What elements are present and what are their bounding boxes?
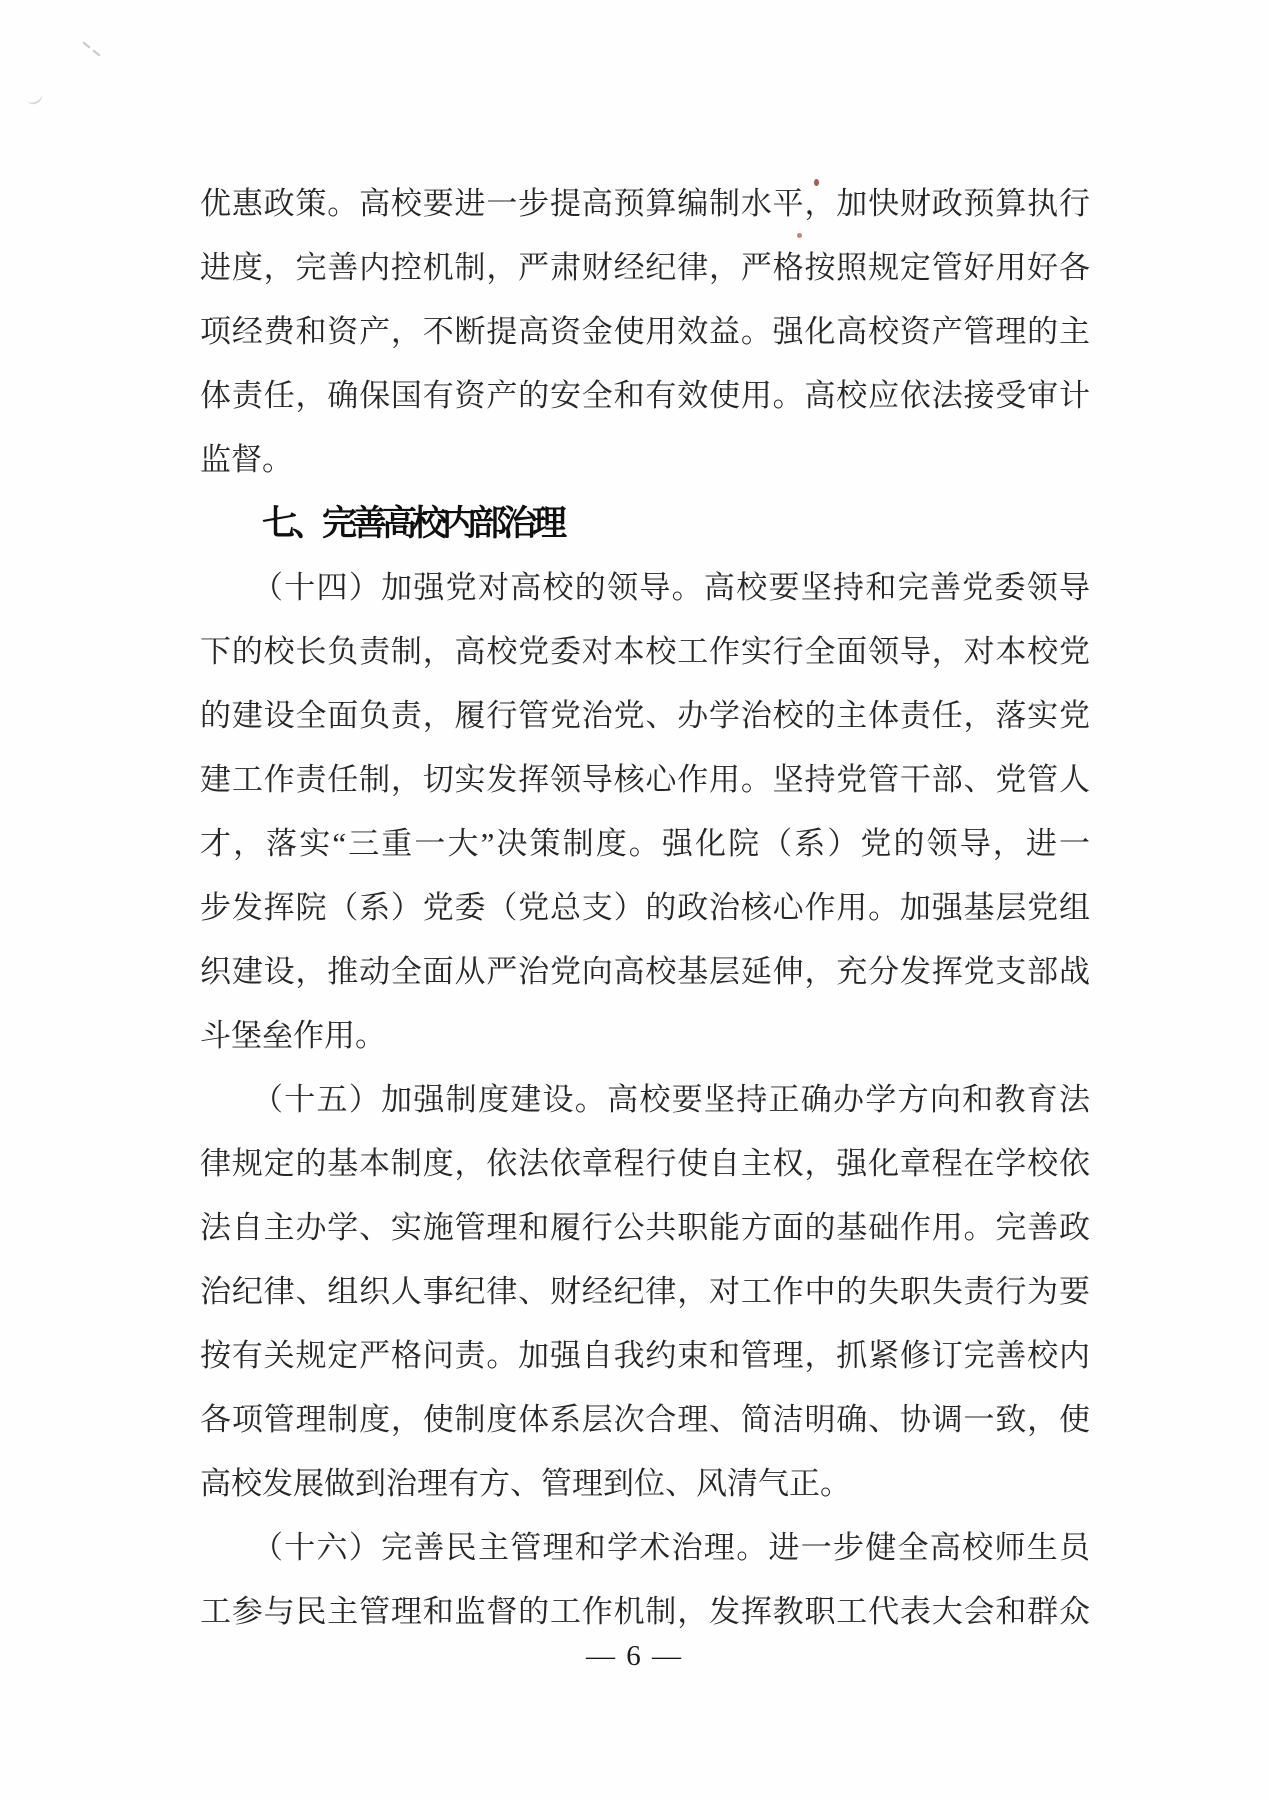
text-line: 步发挥院（系）党委（党总支）的政治核心作用。加强基层党组 bbox=[200, 890, 1090, 925]
text-line: 法自主办学、实施管理和履行公共职能方面的基础作用。完善政 bbox=[200, 1210, 1090, 1245]
text-line: 进度，完善内控机制，严肃财经纪律，严格按照规定管好用好各 bbox=[200, 250, 1090, 285]
text-line: （十六）完善民主管理和学术治理。进一步健全高校师生员 bbox=[252, 1530, 1090, 1565]
text-line: 体责任，确保国有资产的安全和有效使用。高校应依法接受审计 bbox=[200, 378, 1090, 413]
text-line: 的建设全面负责，履行管党治党、办学治校的主体责任，落实党 bbox=[200, 698, 1090, 733]
text-line: 高校发展做到治理有方、管理到位、风清气正。 bbox=[200, 1466, 851, 1501]
text-line: 治纪律、组织人事纪律、财经纪律，对工作中的失职失责行为要 bbox=[200, 1274, 1090, 1309]
section-heading: 七、完善高校内部治理 bbox=[262, 504, 563, 543]
text-line: 监督。 bbox=[200, 442, 293, 477]
text-line: 各项管理制度，使制度体系层次合理、简洁明确、协调一致，使 bbox=[200, 1402, 1090, 1437]
text-line: 优惠政策。高校要进一步提高预算编制水平，加快财政预算执行 bbox=[200, 186, 1090, 221]
scan-artifact-mark bbox=[92, 49, 100, 56]
text-line: 按有关规定严格问责。加强自我约束和管理，抓紧修订完善校内 bbox=[200, 1338, 1090, 1373]
text-line: 斗堡垒作用。 bbox=[200, 1018, 386, 1053]
text-line: （十五）加强制度建设。高校要坚持正确办学方向和教育法 bbox=[252, 1082, 1090, 1117]
text-line: 项经费和资产，不断提高资金使用效益。强化高校资产管理的主 bbox=[200, 314, 1090, 349]
text-line: （十四）加强党对高校的领导。高校要坚持和完善党委领导 bbox=[252, 570, 1090, 605]
text-line: 建工作责任制，切实发挥领导核心作用。坚持党管干部、党管人 bbox=[200, 762, 1090, 797]
text-line: 下的校长负责制，高校党委对本校工作实行全面领导，对本校党 bbox=[200, 634, 1090, 669]
text-line: 律规定的基本制度，依法依章程行使自主权，强化章程在学校依 bbox=[200, 1146, 1090, 1181]
scan-artifact-mark bbox=[82, 41, 90, 48]
text-line: 织建设，推动全面从严治党向高校基层延伸，充分发挥党支部战 bbox=[200, 954, 1090, 989]
page-number: — 6 — bbox=[586, 1640, 683, 1672]
scan-artifact-squiggle bbox=[24, 87, 44, 106]
text-line: 才，落实“三重一大”决策制度。强化院（系）党的领导，进一 bbox=[200, 826, 1090, 861]
text-block bbox=[200, 172, 1090, 1644]
text-line: 工参与民主管理和监督的工作机制，发挥教职工代表大会和群众 bbox=[200, 1594, 1090, 1629]
